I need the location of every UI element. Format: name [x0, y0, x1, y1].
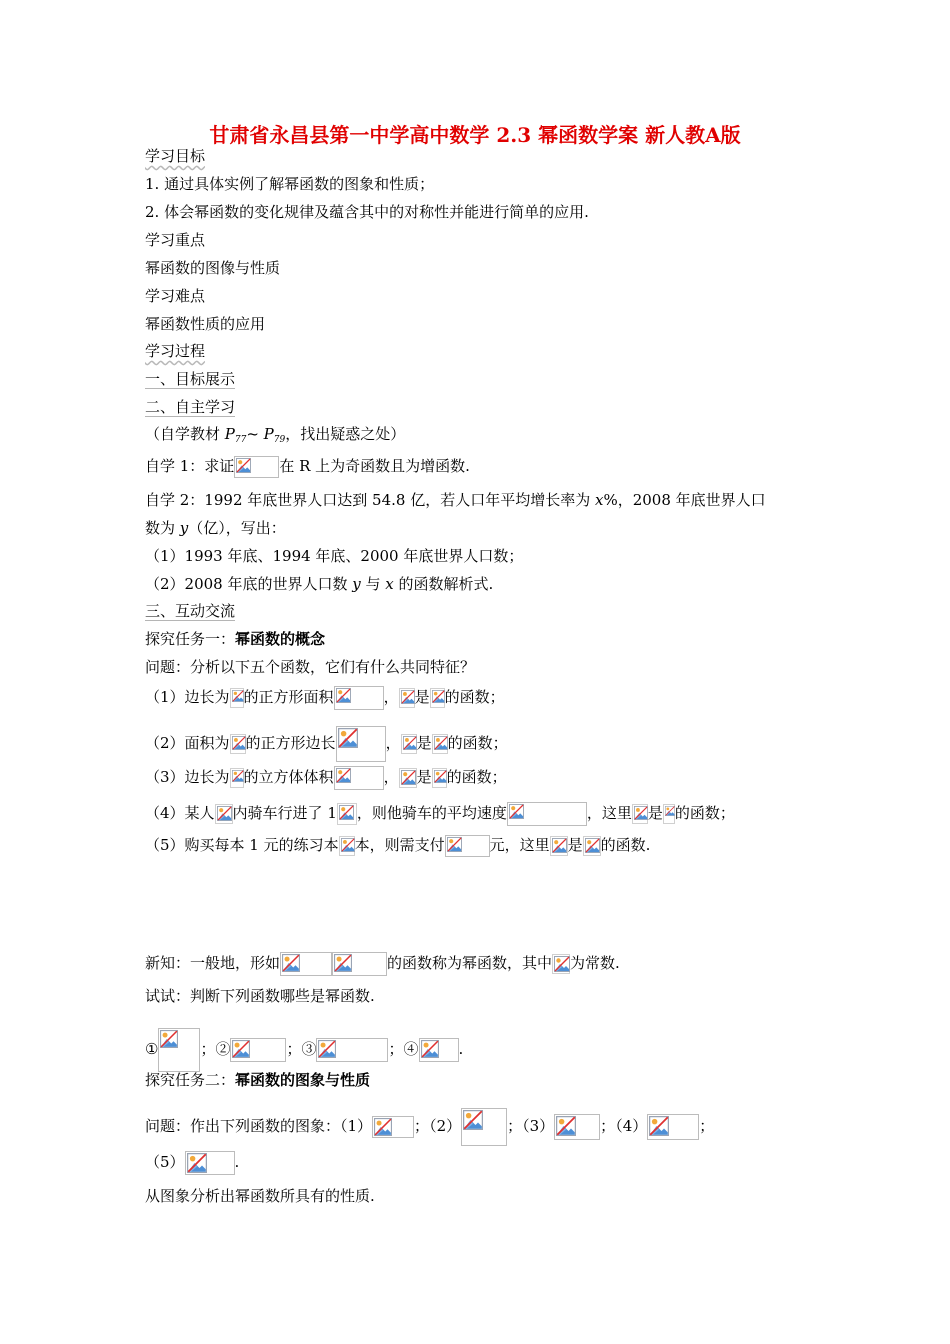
broken-image-icon: [338, 728, 358, 748]
broken-image-icon: [160, 1030, 178, 1048]
question-2: （2）2008 年底的世界人口数 y 与 x 的函数解析式.: [145, 575, 494, 593]
task-2-heading: 探究任务二：幂函数的图象与性质: [145, 1071, 371, 1089]
choices-line: ① ；② ；③ ；④ .: [145, 1028, 463, 1072]
broken-image-icon: [334, 954, 352, 972]
broken-image-icon: [434, 770, 447, 783]
formula-image: [399, 768, 417, 788]
question-analysis: 问题：分析以下五个函数，它们有什么共同特征？: [145, 658, 476, 676]
broken-image-icon: [649, 1116, 669, 1136]
formula-image: [445, 835, 490, 857]
self-study-2-line-2: 数为 y（亿），写出：: [145, 519, 286, 537]
objective-1: 1. 通过具体实例了解幂函数的图象和性质；: [145, 175, 435, 193]
item-5: （5）购买每本 1 元的练习本 本，则需支付 元，这里 是 的函数.: [145, 835, 650, 857]
broken-image-icon: [552, 838, 567, 853]
broken-image-icon: [232, 1040, 250, 1058]
broken-image-icon: [463, 1110, 483, 1130]
broken-image-icon: [282, 954, 300, 972]
broken-image-icon: [421, 1040, 439, 1058]
difficulty-heading: 学习难点: [145, 287, 206, 305]
formula-image: [632, 804, 648, 824]
broken-image-icon: [554, 956, 570, 972]
section-1-heading: 一、目标展示: [145, 370, 236, 388]
formula-image: [185, 1151, 235, 1175]
self-study-1: 自学 1：求证 在 R 上为奇函数且为增函数.: [145, 456, 470, 478]
graph-question-5: （5） .: [145, 1151, 239, 1175]
formula-image: [332, 952, 387, 976]
formula-image: [230, 768, 244, 788]
broken-image-icon: [634, 806, 648, 820]
broken-image-icon: [341, 838, 355, 852]
broken-image-icon: [236, 458, 251, 473]
broken-image-icon: [509, 804, 524, 819]
formula-image: [230, 688, 244, 708]
objectives-heading: 学习目标: [145, 147, 206, 165]
formula-image: [432, 768, 447, 788]
broken-image-icon: [665, 806, 675, 816]
focus-heading: 学习重点: [145, 231, 206, 249]
broken-image-icon: [232, 736, 246, 750]
formula-image: [554, 1114, 600, 1140]
new-knowledge: 新知：一般地，形如 的函数称为幂函数，其中 为常数.: [145, 952, 620, 976]
formula-image: [337, 803, 357, 825]
formula-image: [507, 802, 587, 826]
task-1-heading: 探究任务一：幂函数的概念: [145, 630, 326, 648]
objective-2: 2. 体会幂函数的变化规律及蕴含其中的对称性并能进行简单的应用.: [145, 203, 589, 221]
broken-image-icon: [217, 806, 232, 821]
formula-image: [372, 1116, 414, 1138]
formula-image: [336, 726, 386, 762]
section-2-heading: 二、自主学习: [145, 398, 236, 416]
formula-image: [583, 836, 601, 856]
formula-image: [647, 1114, 699, 1140]
graph-question: 问题：作出下列函数的图象：（1） ；（2） ；（3） ；（4） ；: [145, 1108, 714, 1146]
broken-image-icon: [374, 1118, 392, 1136]
broken-image-icon: [336, 768, 351, 783]
formula-image: [550, 836, 568, 856]
broken-image-icon: [556, 1116, 576, 1136]
broken-image-icon: [187, 1153, 207, 1173]
broken-image-icon: [232, 770, 244, 782]
formula-image: [399, 688, 415, 708]
broken-image-icon: [401, 690, 415, 704]
broken-image-icon: [318, 1040, 336, 1058]
formula-image: [230, 734, 246, 754]
formula-image: [663, 804, 675, 824]
self-study-note: （自学教材 $P_{77}\sim$ $P_{79}$，找出疑惑之处）: [145, 425, 406, 445]
focus-text: 幂函数的图像与性质: [145, 259, 281, 277]
broken-image-icon: [339, 805, 354, 820]
item-4: （4）某人 内骑车行进了 1 ，则他骑车的平均速度 ，这里 是 的函数；: [145, 802, 735, 826]
question-1: （1）1993 年底、1994 年底、2000 年底世界人口数；: [145, 547, 524, 565]
formula-image: [461, 1108, 507, 1146]
formula-image: [334, 686, 384, 710]
broken-image-icon: [434, 736, 448, 750]
document-title: 甘肃省永昌县第一中学高中数学 2.3 幂函数学案 新人教A版: [209, 123, 741, 147]
broken-image-icon: [232, 690, 244, 702]
process-heading: 学习过程: [145, 342, 206, 360]
conclusion-text: 从图象分析出幂函数所具有的性质.: [145, 1187, 375, 1205]
formula-image: [234, 456, 279, 478]
formula-image: [215, 804, 233, 824]
try-prompt: 试试：判断下列函数哪些是幂函数.: [145, 987, 375, 1005]
formula-image: [316, 1038, 388, 1062]
formula-image: [339, 836, 355, 856]
item-2: （2）面积为 的正方形边长 ， 是 的函数；: [145, 726, 508, 762]
formula-image: [419, 1038, 459, 1062]
formula-image: [230, 1038, 286, 1062]
self-study-2-line-1: 自学 2：1992 年底世界人口达到 54.8 亿，若人口年平均增长率为 x%，2008 年底世界人口: [145, 491, 766, 509]
broken-image-icon: [432, 690, 445, 703]
formula-image: [280, 952, 332, 976]
broken-image-icon: [403, 736, 417, 750]
broken-image-icon: [336, 688, 351, 703]
formula-image: [158, 1028, 200, 1072]
item-3: （3）边长为 的立方体体积 ， 是 的函数；: [145, 766, 507, 790]
broken-image-icon: [447, 837, 462, 852]
broken-image-icon: [585, 838, 600, 853]
item-1: （1）边长为 的正方形面积 ， 是 的函数；: [145, 686, 505, 710]
difficulty-text: 幂函数性质的应用: [145, 315, 266, 333]
formula-image: [432, 734, 448, 754]
formula-image: [430, 688, 445, 708]
section-3-heading: 三、互动交流: [145, 602, 236, 620]
broken-image-icon: [401, 770, 416, 785]
formula-image: [334, 766, 384, 790]
formula-image: [401, 734, 417, 754]
formula-image: [552, 954, 570, 974]
